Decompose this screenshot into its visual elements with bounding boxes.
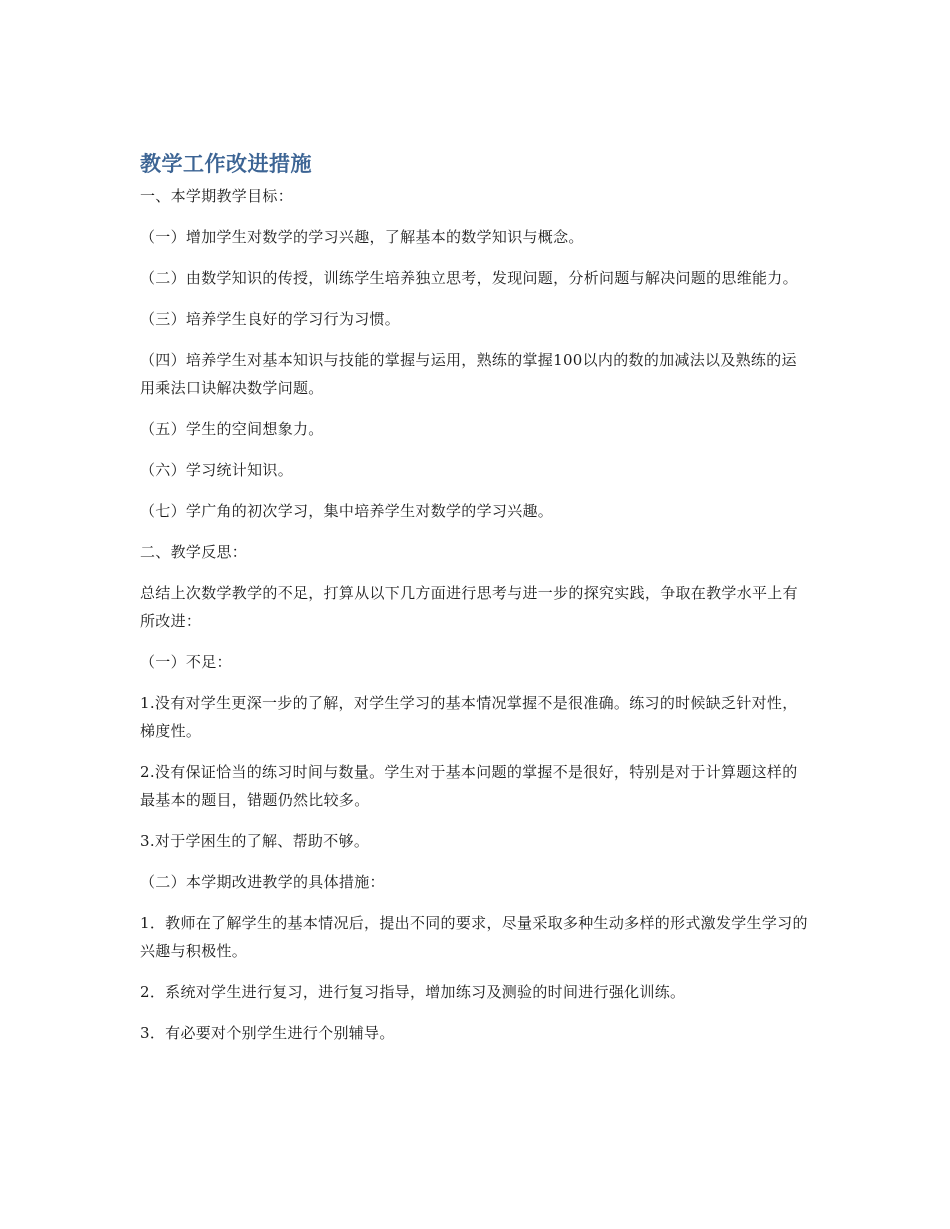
goal-item-7: （七）学广角的初次学习，集中培养学生对数学的学习兴趣。 [140,502,554,520]
goal-item-5: （五）学生的空间想象力。 [140,420,324,438]
document-title: 教学工作改进措施 [140,152,312,176]
goal-item-4: （四）培养学生对基本知识与技能的掌握与运用，熟练的掌握100以内的数的加减法以及熟练的运用乘法口诀解决数学问题。 [140,351,797,397]
subsection-heading-shortcomings: （一）不足： [140,653,232,671]
goal-item-2: （二）由数学知识的传授，训练学生培养独立思考，发现问题，分析问题与解决问题的思维能力。 [140,269,798,287]
goal-item-6: （六）学习统计知识。 [140,461,294,479]
document-page [140,148,810,1060]
section-heading-reflection: 二、教学反思： [140,543,248,561]
measure-item-1: 1．教师在了解学生的基本情况后，提出不同的要求，尽量采取多种生动多样的形式激发学生学习的兴趣与积极性。 [140,914,808,960]
goal-item-1: （一）增加学生对数学的学习兴趣，了解基本的数学知识与概念。 [140,228,584,246]
section-heading-goals: 一、本学期教学目标： [140,187,294,205]
shortcoming-item-2: 2.没有保证恰当的练习时间与数量。学生对于基本问题的掌握不是很好，特别是对于计算题这样的最基本的题目，错题仍然比较多。 [140,763,798,809]
shortcoming-item-3: 3.对于学困生的了解、帮助不够。 [140,832,370,850]
subsection-heading-measures: （二）本学期改进教学的具体措施： [140,873,385,891]
reflection-intro: 总结上次数学教学的不足，打算从以下几方面进行思考与进一步的探究实践，争取在教学水平上有所改进： [140,584,798,630]
goal-item-3: （三）培养学生良好的学习行为习惯。 [140,310,401,328]
measure-item-2: 2．系统对学生进行复习，进行复习指导，增加练习及测验的时间进行强化训练。 [140,983,686,1001]
measure-item-3: 3．有必要对个别学生进行个别辅导。 [140,1024,395,1042]
shortcoming-item-1: 1.没有对学生更深一步的了解，对学生学习的基本情况掌握不是很准确。练习的时候缺乏针对性，梯度性。 [140,694,798,740]
